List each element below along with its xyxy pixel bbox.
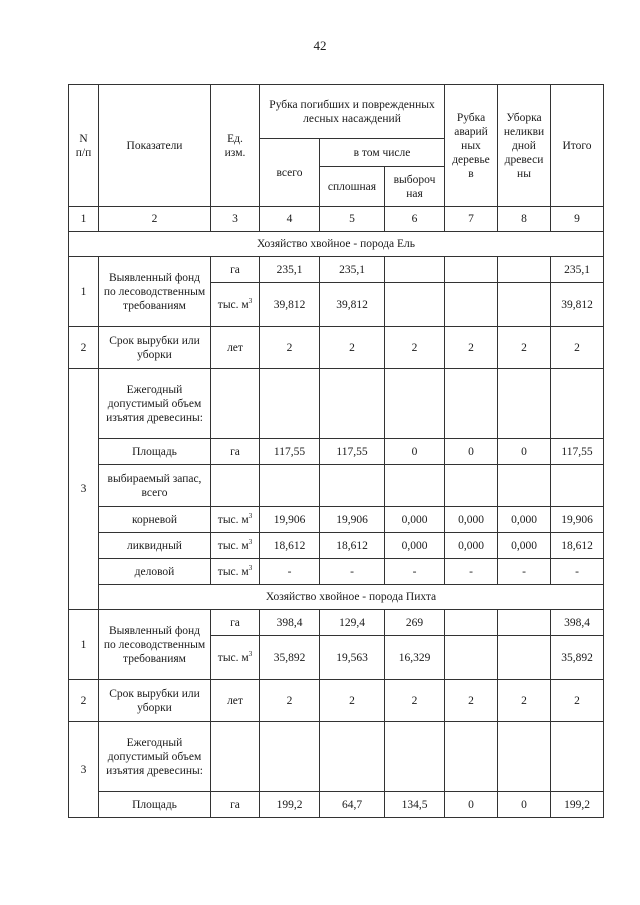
empty-cell (385, 722, 445, 792)
empty-cell (385, 369, 445, 439)
header-felling-group: Рубка погибших и поврежденных лесных насаждений (260, 85, 445, 139)
section-header-row (69, 232, 604, 257)
row-num: 2 (69, 680, 99, 722)
value-cell: 2 (260, 680, 320, 722)
unit-cell (211, 559, 260, 585)
table-row (69, 610, 604, 636)
header-emergency: Рубка аварий ных деревье в (445, 85, 498, 207)
value-cell (445, 283, 498, 327)
empty-cell (320, 369, 385, 439)
value-cell (385, 257, 445, 283)
value-cell: - (260, 559, 320, 585)
empty-cell (445, 465, 498, 507)
forest-felling-table (68, 84, 604, 818)
unit-text: га (230, 616, 240, 629)
col-number: 4 (260, 207, 320, 232)
table-row (69, 792, 604, 818)
unit-cell (211, 507, 260, 533)
unit-cell: га (211, 439, 260, 465)
value-cell (445, 257, 498, 283)
table-row (69, 257, 604, 283)
unit-cell: га (211, 792, 260, 818)
unit-cell (211, 257, 260, 283)
page-number: 42 (313, 38, 327, 53)
unit-superscript: 3 (248, 537, 253, 546)
col-number: 6 (385, 207, 445, 232)
row-label: Ежегодный допустимый объем изъятия древесины: (99, 722, 211, 792)
value-cell: 0,000 (498, 533, 551, 559)
value-cell: 35,892 (260, 636, 320, 680)
row-label: Срок вырубки или уборки (99, 327, 211, 369)
col-number: 9 (551, 207, 604, 232)
value-cell: 19,906 (260, 507, 320, 533)
row-label: Площадь (99, 439, 211, 465)
row-num: 3 (69, 722, 99, 818)
value-cell: 0,000 (385, 507, 445, 533)
unit-cell (211, 610, 260, 636)
header-including: в том числе (320, 139, 445, 167)
header-total: Итого (551, 85, 604, 207)
value-cell: 64,7 (320, 792, 385, 818)
table-row (69, 507, 604, 533)
value-cell: 129,4 (320, 610, 385, 636)
value-cell: 235,1 (320, 257, 385, 283)
value-cell: 117,55 (260, 439, 320, 465)
header-num: N п/п (69, 85, 99, 207)
value-cell: 0,000 (445, 533, 498, 559)
row-label: Ежегодный допустимый объем изъятия древесины: (99, 369, 211, 439)
empty-cell (211, 369, 260, 439)
value-cell: 235,1 (260, 257, 320, 283)
value-cell: 0 (445, 792, 498, 818)
row-label: Срок вырубки или уборки (99, 680, 211, 722)
value-cell: 269 (385, 610, 445, 636)
col-number: 2 (99, 207, 211, 232)
header-total-all: всего (260, 139, 320, 207)
unit-superscript: 3 (248, 296, 253, 305)
value-cell: 199,2 (551, 792, 604, 818)
value-cell: 0 (498, 439, 551, 465)
row-label: ликвидный (99, 533, 211, 559)
empty-cell (385, 465, 445, 507)
header-indicators: Показатели (99, 85, 211, 207)
value-cell: 35,892 (551, 636, 604, 680)
value-cell: 18,612 (551, 533, 604, 559)
value-cell (445, 610, 498, 636)
unit-cell: лет (211, 327, 260, 369)
unit-cell (211, 533, 260, 559)
value-cell: 235,1 (551, 257, 604, 283)
empty-cell (445, 722, 498, 792)
unit-text: га (230, 263, 240, 276)
value-cell: 0 (498, 792, 551, 818)
row-num: 3 (69, 369, 99, 610)
value-cell: 18,612 (320, 533, 385, 559)
value-cell: - (385, 559, 445, 585)
unit-cell (211, 283, 260, 327)
row-num: 1 (69, 610, 99, 680)
row-label: Выявленный фонд по лесоводственным требованиям (99, 610, 211, 680)
value-cell: 0 (445, 439, 498, 465)
empty-cell (320, 722, 385, 792)
col-number: 5 (320, 207, 385, 232)
value-cell (498, 610, 551, 636)
col-number: 1 (69, 207, 99, 232)
value-cell: 2 (320, 680, 385, 722)
empty-cell (211, 722, 260, 792)
empty-cell (551, 369, 604, 439)
row-label: Выявленный фонд по лесоводственным требованиям (99, 257, 211, 327)
unit-superscript: 3 (248, 649, 253, 658)
value-cell: 199,2 (260, 792, 320, 818)
unit-cell: лет (211, 680, 260, 722)
empty-cell (211, 465, 260, 507)
value-cell: 2 (385, 680, 445, 722)
value-cell: 2 (260, 327, 320, 369)
table-row (69, 559, 604, 585)
header-selective: выбороч ная (385, 167, 445, 207)
unit-text: тыс. м (217, 651, 249, 664)
empty-cell (260, 722, 320, 792)
value-cell (445, 636, 498, 680)
col-number: 3 (211, 207, 260, 232)
table-row (69, 439, 604, 465)
value-cell: 16,329 (385, 636, 445, 680)
value-cell: 19,906 (551, 507, 604, 533)
value-cell: - (551, 559, 604, 585)
value-cell: 117,55 (551, 439, 604, 465)
header-unit: Ед. изм. (211, 85, 260, 207)
row-label: выбираемый запас, всего (99, 465, 211, 507)
row-num: 2 (69, 327, 99, 369)
unit-cell (211, 636, 260, 680)
unit-superscript: 3 (248, 511, 253, 520)
value-cell (498, 636, 551, 680)
value-cell: 19,906 (320, 507, 385, 533)
value-cell: 134,5 (385, 792, 445, 818)
row-label: Площадь (99, 792, 211, 818)
unit-text: тыс. м (217, 539, 249, 552)
empty-cell (445, 369, 498, 439)
value-cell: 2 (385, 327, 445, 369)
value-cell: 39,812 (551, 283, 604, 327)
header-illiquid: Уборка неликви дной древеси ны (498, 85, 551, 207)
unit-text: тыс. м (217, 513, 249, 526)
value-cell: 19,563 (320, 636, 385, 680)
table-row (69, 533, 604, 559)
section-title: Хозяйство хвойное - порода Пихта (99, 585, 604, 610)
value-cell: 117,55 (320, 439, 385, 465)
table-row (69, 465, 604, 507)
value-cell: 2 (320, 327, 385, 369)
empty-cell (551, 722, 604, 792)
section-header-row (69, 585, 604, 610)
empty-cell (260, 369, 320, 439)
value-cell: 2 (445, 680, 498, 722)
unit-superscript: 3 (248, 563, 253, 572)
value-cell: 2 (498, 680, 551, 722)
value-cell: 2 (445, 327, 498, 369)
value-cell: 398,4 (551, 610, 604, 636)
value-cell: 0,000 (385, 533, 445, 559)
value-cell: - (498, 559, 551, 585)
value-cell: 398,4 (260, 610, 320, 636)
table-row (69, 369, 604, 439)
table-row (69, 327, 604, 369)
value-cell: 18,612 (260, 533, 320, 559)
row-label: корневой (99, 507, 211, 533)
col-number: 8 (498, 207, 551, 232)
row-label: деловой (99, 559, 211, 585)
row-num: 1 (69, 257, 99, 327)
value-cell (498, 257, 551, 283)
value-cell: - (445, 559, 498, 585)
empty-cell (551, 465, 604, 507)
table-row (69, 722, 604, 792)
unit-text: тыс. м (217, 298, 249, 311)
section-title: Хозяйство хвойное - порода Ель (69, 232, 604, 257)
empty-cell (498, 722, 551, 792)
empty-cell (498, 465, 551, 507)
value-cell: 39,812 (260, 283, 320, 327)
value-cell (385, 283, 445, 327)
value-cell: 0 (385, 439, 445, 465)
column-numbers-row (69, 207, 604, 232)
empty-cell (498, 369, 551, 439)
value-cell: 0,000 (498, 507, 551, 533)
value-cell: 0,000 (445, 507, 498, 533)
unit-text: тыс. м (217, 565, 249, 578)
col-number: 7 (445, 207, 498, 232)
value-cell (498, 283, 551, 327)
table-row (69, 680, 604, 722)
value-cell: 2 (551, 680, 604, 722)
empty-cell (320, 465, 385, 507)
value-cell: - (320, 559, 385, 585)
value-cell: 2 (498, 327, 551, 369)
header-clear: сплошная (320, 167, 385, 207)
empty-cell (260, 465, 320, 507)
value-cell: 39,812 (320, 283, 385, 327)
value-cell: 2 (551, 327, 604, 369)
